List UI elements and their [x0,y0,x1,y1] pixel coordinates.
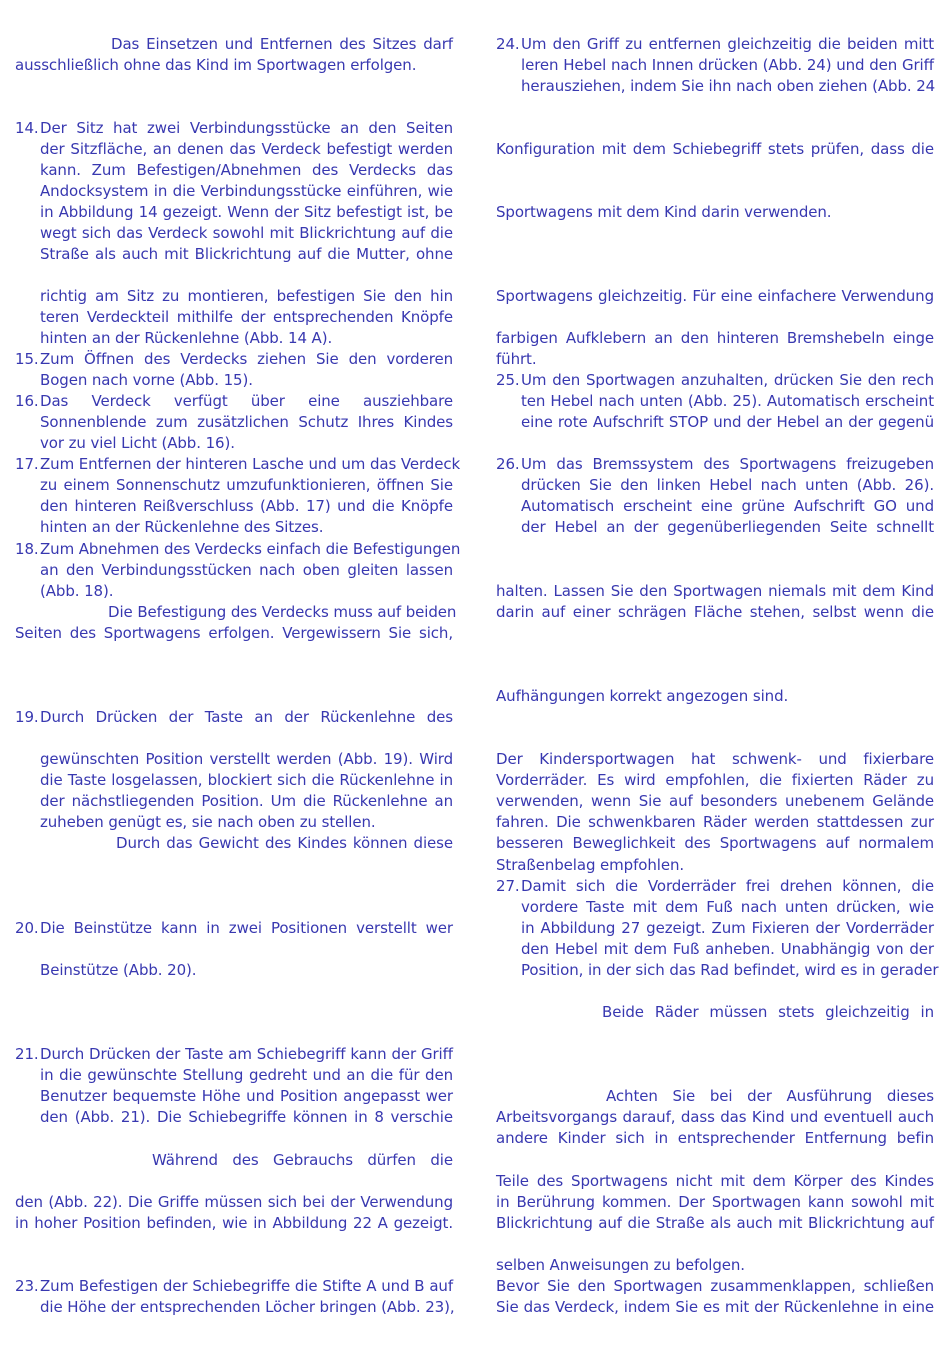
list-item-24 [496,34,934,55]
item-text: Um das Bremssystem des Sportwagens freizugeben [521,455,934,473]
list-item-27 [496,876,934,897]
text-line: den hinteren Reißverschluss (Abb. 17) und die Knöpfe [40,497,453,515]
text-line: halten. Lassen Sie den Sportwagen niemals mit dem Kind [496,582,934,600]
text-line: die Taste losgelassen, blockiert sich die Rückenlehne in [40,771,453,789]
list-item-25 [496,370,934,391]
list-item-19 [15,707,453,728]
list-item-20 [15,918,453,939]
text-line: Beinstütze (Abb. 20). [40,961,197,979]
item-text: Zum Befestigen der Schiebegriffe die Stifte A und B auf [40,1277,453,1295]
text-line: an den Verbindungsstücken nach oben gleiten lassen [40,561,453,579]
item-number: 20. [15,919,39,937]
text-line: der Hebel an der gegenüberliegenden Seite schnellt [521,518,934,536]
item-number: 23. [15,1277,39,1295]
item-text: Der Sitz hat zwei Verbindungsstücke an den Seiten [40,119,453,137]
text-line: Blickrichtung auf die Straße als auch mit Blickrichtung auf [496,1214,934,1232]
text-line: verwenden, wenn Sie auf besonders unebenem Gelände [496,792,934,810]
text-line: farbigen Aufklebern an den hinteren Bremshebeln einge [496,329,934,347]
text-line: besseren Beweglichkeit des Sportwagens auf normalem [496,834,934,852]
text-line: Sportwagens gleichzeitig. Für eine einfachere Verwendung [496,287,934,305]
note-line: Durch das Gewicht des Kindes können diese [116,834,453,852]
note-line: Die Befestigung des Verdecks muss auf beiden [108,603,457,621]
note-line: Achten Sie bei der Ausführung dieses [606,1087,934,1105]
text-line: hinten an der Rückenlehne des Sitzes. [40,518,324,536]
text-line: Straße als auch mit Blickrichtung auf die Mutter, ohne [40,245,453,263]
text-line: den Hebel mit dem Fuß anheben. Unabhängig von der [521,940,934,958]
item-text: Durch Drücken der Taste am Schiebegriff kann der Griff [40,1045,453,1063]
text-line: den (Abb. 22). Die Griffe müssen sich bei der Verwendung [15,1193,453,1211]
text-line: drücken Sie den linken Hebel nach unten (Abb. 26). [521,476,934,494]
text-line: in Abbildung 27 gezeigt. Zum Fixieren der Vorderräder [521,919,934,937]
text-line: ten Hebel nach unten (Abb. 25). Automatisch erscheint [521,392,934,410]
item-number: 15. [15,350,39,368]
text-line: Teile des Sportwagens nicht mit dem Körper des Kindes [496,1172,934,1190]
note-line: Beide Räder müssen stets gleichzeitig in [602,1003,934,1021]
text-line: hinten an der Rückenlehne (Abb. 14 A). [40,329,333,347]
item-number: 19. [15,708,39,726]
item-number: 17. [15,455,39,473]
text-line: Konfiguration mit dem Schiebegriff stets prüfen, dass die [496,140,934,158]
note-line: Das Einsetzen und Entfernen des Sitzes darf [111,35,453,53]
text-line: vor zu viel Licht (Abb. 16). [40,434,235,452]
text-line: in Abbildung 14 gezeigt. Wenn der Sitz befestigt ist, be [40,203,453,221]
text-line: Vorderräder. Es wird empfohlen, die fixierten Räder zu [496,771,934,789]
item-text: Um den Griff zu entfernen gleichzeitig die beiden mitt [521,35,934,53]
text-line: kann. Zum Befestigen/Abnehmen des Verdecks das [40,161,453,179]
text-line: darin auf einer schrägen Fläche stehen, selbst wenn die [496,603,934,621]
text-line: Bogen nach vorne (Abb. 15). [40,371,253,389]
text-line: Straßenbelag empfohlen. [496,856,685,874]
text-line: den (Abb. 21). Die Schiebegriffe können in 8 verschie [40,1108,453,1126]
item-number: 25. [496,371,520,389]
list-item-14 [15,118,453,139]
text-line: der Sitzfläche, an denen das Verdeck befestigt werden [40,140,453,158]
text-line: zuheben genügt es, sie nach oben zu stellen. [40,813,376,831]
text-line: in Berührung kommen. Der Sportwagen kann sowohl mit [496,1193,934,1211]
text-line: Automatisch erscheint eine grüne Aufschrift GO und [521,497,934,515]
text-line: zu einem Sonnenschutz umzufunktionieren, öffnen Sie [40,476,453,494]
text-line: Der Kindersportwagen hat schwenk- und fixierbare [496,750,934,768]
note-line: Während des Gebrauchs dürfen die [152,1151,453,1169]
text-line: Arbeitsvorgangs darauf, dass das Kind und eventuell auch [496,1108,934,1126]
note-line: Seiten des Sportwagens erfolgen. Vergewissern Sie sich, [15,624,453,642]
text-line: selben Anweisungen zu befolgen. [496,1256,745,1274]
item-text: Um den Sportwagen anzuhalten, drücken Sie den rech [521,371,934,389]
text-line: Benutzer bequemste Höhe und Position angepasst wer [40,1087,453,1105]
list-item-15 [15,349,453,370]
item-text: Zum Abnehmen des Verdecks einfach die Befestigungen [40,540,461,558]
list-item-23 [15,1276,453,1297]
text-line: die Höhe der entsprechenden Löcher bringen (Abb. 23), [40,1298,455,1316]
text-line: richtig am Sitz zu montieren, befestigen Sie den hin [40,287,453,305]
item-number: 24. [496,35,520,53]
item-text: Zum Entfernen der hinteren Lasche und um das Verdeck [40,455,461,473]
text-line: andere Kinder sich in entsprechender Entfernung befin [496,1129,934,1147]
text-line: in die gewünschte Stellung gedreht und an die für den [40,1066,453,1084]
text-line: in hoher Position befinden, wie in Abbildung 22 A gezeigt. [15,1214,453,1232]
text-line: teren Verdeckteil mithilfe der entsprechenden Knöpfe [40,308,453,326]
list-item-26 [496,454,934,475]
list-item-16 [15,391,453,412]
text-line: der nächstliegenden Position. Um die Rückenlehne an [40,792,453,810]
item-number: 18. [15,540,39,558]
text-line: eine rote Aufschrift STOP und der Hebel an der gegenü [521,413,934,431]
item-text: Durch Drücken der Taste an der Rückenlehne des [40,708,453,726]
text-line: herausziehen, indem Sie ihn nach oben ziehen (Abb. 24 [521,77,936,95]
note-line: ausschließlich ohne das Kind im Sportwagen erfolgen. [15,56,417,74]
text-line: vordere Taste mit dem Fuß nach unten drücken, wie [521,898,934,916]
item-number: 14. [15,119,39,137]
item-number: 21. [15,1045,39,1063]
text-line: führt. [496,350,537,368]
item-number: 27. [496,877,520,895]
text-line: Andocksystem in die Verbindungsstücke einführen, wie [40,182,453,200]
text-line: Sonnenblende zum zusätzlichen Schutz Ihres Kindes [40,413,453,431]
text-line: Sie das Verdeck, indem Sie es mit der Rückenlehne in eine [496,1298,934,1316]
item-text: Zum Öffnen des Verdecks ziehen Sie den vorderen [40,350,453,368]
text-line: Aufhängungen korrekt angezogen sind. [496,687,789,705]
text-line: Sportwagens mit dem Kind darin verwenden. [496,203,832,221]
list-item-21 [15,1044,453,1065]
item-number: 16. [15,392,39,410]
text-line: gewünschten Position verstellt werden (Abb. 19). Wird [40,750,453,768]
item-text: Das Verdeck verfügt über eine ausziehbare [40,392,453,410]
text-line: leren Hebel nach Innen drücken (Abb. 24) und den Griff [521,56,934,74]
list-item-18 [15,539,461,560]
item-number: 26. [496,455,520,473]
text-line: (Abb. 18). [40,582,114,600]
text-line: wegt sich das Verdeck sowohl mit Blickrichtung auf die [40,224,453,242]
item-text: Die Beinstütze kann in zwei Positionen verstellt wer [40,919,453,937]
text-line: Position, in der sich das Rad befindet, wird es in gerader [521,961,939,979]
text-line: fahren. Die schwenkbaren Räder werden stattdessen zur [496,813,934,831]
list-item-17 [15,454,461,475]
item-text: Damit sich die Vorderräder frei drehen können, die [521,877,934,895]
text-line: Bevor Sie den Sportwagen zusammenklappen, schließen [496,1277,934,1295]
